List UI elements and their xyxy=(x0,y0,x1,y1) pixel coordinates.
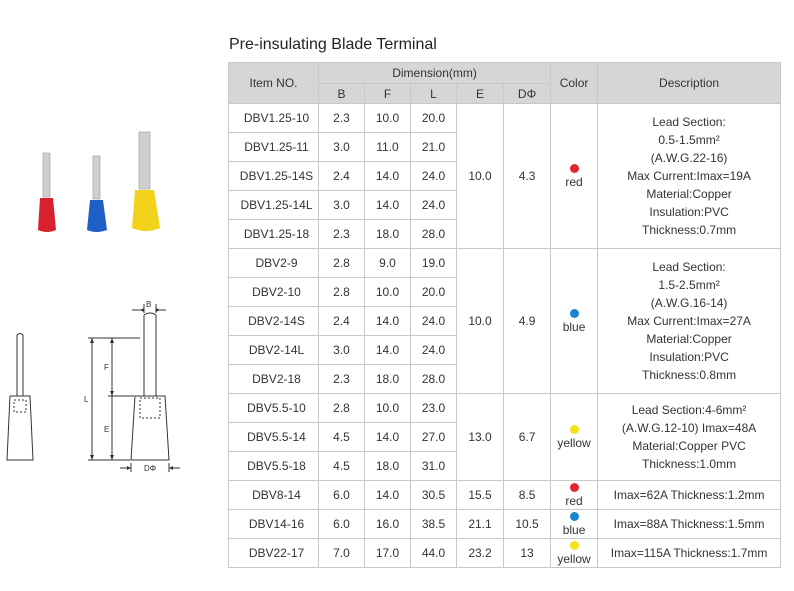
item-cell: DBV2-14L xyxy=(229,336,319,365)
color-cell xyxy=(551,394,598,481)
description-line: Lead Section:4-6mm² xyxy=(631,403,747,417)
item-cell: DBV1.25-18 xyxy=(229,220,319,249)
spec-table xyxy=(228,62,781,568)
item-cell: DBV2-10 xyxy=(229,278,319,307)
dim-l-cell: 24.0 xyxy=(411,162,457,191)
header-description: Description xyxy=(598,63,781,104)
dim-b-cell: 2.8 xyxy=(319,394,365,423)
color-cell xyxy=(551,104,598,249)
dim-b-cell: 4.5 xyxy=(319,423,365,452)
dim-d-cell: 4.3 xyxy=(504,104,551,249)
dim-f-cell: 18.0 xyxy=(365,220,411,249)
description-cell xyxy=(598,249,781,394)
color-dot-icon xyxy=(570,512,579,521)
header-col-d: DΦ xyxy=(504,84,551,104)
description-cell xyxy=(598,394,781,481)
dim-f-cell: 14.0 xyxy=(365,191,411,220)
dim-d-cell: 6.7 xyxy=(504,394,551,481)
dim-f-cell: 16.0 xyxy=(365,510,411,539)
header-col-b: B xyxy=(319,84,365,104)
dim-d-cell: 8.5 xyxy=(504,481,551,510)
item-cell: DBV14-16 xyxy=(229,510,319,539)
header-col-e: E xyxy=(457,84,504,104)
color-cell xyxy=(551,539,598,568)
dim-f-cell: 17.0 xyxy=(365,539,411,568)
description-line: 1.5-2.5mm² xyxy=(658,278,720,292)
description-cell xyxy=(598,104,781,249)
item-cell: DBV8-14 xyxy=(229,481,319,510)
blue-terminal-blade xyxy=(93,156,100,199)
page-title: Pre-insulating Blade Terminal xyxy=(229,36,437,53)
dim-e-cell: 10.0 xyxy=(457,249,504,394)
description-line: Imax=115A Thickness:1.7mm xyxy=(610,546,768,560)
item-cell: DBV5.5-14 xyxy=(229,423,319,452)
dim-b-cell: 4.5 xyxy=(319,452,365,481)
dim-f-cell: 10.0 xyxy=(365,104,411,133)
dim-b-cell: 2.8 xyxy=(319,249,365,278)
table-row xyxy=(229,481,781,510)
header-item-no: Item NO. xyxy=(229,63,319,104)
dim-f-cell: 11.0 xyxy=(365,133,411,162)
dim-f-cell: 9.0 xyxy=(365,249,411,278)
description-line: Material:Copper xyxy=(646,187,732,201)
item-cell: DBV1.25-11 xyxy=(229,133,319,162)
description-line: (A.W.G.16-14) xyxy=(650,296,728,310)
description-cell xyxy=(598,539,781,568)
dim-l-cell: 28.0 xyxy=(411,220,457,249)
dim-l-cell: 28.0 xyxy=(411,365,457,394)
dim-b-cell: 3.0 xyxy=(319,133,365,162)
dim-l-cell: 24.0 xyxy=(411,307,457,336)
dim-f-cell: 14.0 xyxy=(365,162,411,191)
dim-b-cell: 6.0 xyxy=(319,481,365,510)
dim-l-cell: 21.0 xyxy=(411,133,457,162)
dim-l-cell: 27.0 xyxy=(411,423,457,452)
item-cell: DBV1.25-14L xyxy=(229,191,319,220)
color-dot-icon xyxy=(570,425,579,434)
dim-f-cell: 18.0 xyxy=(365,452,411,481)
dim-f-cell: 10.0 xyxy=(365,278,411,307)
color-cell xyxy=(551,249,598,394)
description-line: Material:Copper xyxy=(646,332,732,346)
dim-label-b: B xyxy=(146,300,152,309)
dim-label-f: F xyxy=(104,363,109,372)
dim-e-cell: 23.2 xyxy=(457,539,504,568)
dim-l-cell: 44.0 xyxy=(411,539,457,568)
item-cell: DBV22-17 xyxy=(229,539,319,568)
description-cell xyxy=(598,510,781,539)
dim-l-cell: 30.5 xyxy=(411,481,457,510)
dim-b-cell: 2.3 xyxy=(319,220,365,249)
color-name: blue xyxy=(562,319,586,334)
dim-e-cell: 13.0 xyxy=(457,394,504,481)
description-line: (A.W.G.22-16) xyxy=(650,151,728,165)
header-col-f: F xyxy=(365,84,411,104)
description-line: Lead Section: xyxy=(652,115,726,129)
dim-f-cell: 14.0 xyxy=(365,336,411,365)
dim-l-cell: 24.0 xyxy=(411,191,457,220)
dim-d-cell: 4.9 xyxy=(504,249,551,394)
red-terminal-sleeve xyxy=(38,198,56,232)
dim-f-cell: 14.0 xyxy=(365,307,411,336)
description-line: Material:Copper PVC xyxy=(632,439,746,453)
item-cell: DBV2-18 xyxy=(229,365,319,394)
header-color: Color xyxy=(551,63,598,104)
item-cell: DBV1.25-14S xyxy=(229,162,319,191)
dim-f-cell: 18.0 xyxy=(365,365,411,394)
description-line: 0.5-1.5mm² xyxy=(658,133,720,147)
dim-e-cell: 21.1 xyxy=(457,510,504,539)
table-row xyxy=(229,510,781,539)
description-line: Insulation:PVC xyxy=(649,205,729,219)
dim-e-cell: 10.0 xyxy=(457,104,504,249)
color-name: yellow xyxy=(557,551,591,566)
table-row xyxy=(229,394,781,423)
item-cell: DBV5.5-18 xyxy=(229,452,319,481)
description-line: Thickness:0.7mm xyxy=(642,223,737,237)
dim-f-cell: 10.0 xyxy=(365,394,411,423)
table-row xyxy=(229,104,781,133)
description-line: Insulation:PVC xyxy=(649,350,729,364)
dim-label-l: L xyxy=(84,395,89,404)
color-dot-icon xyxy=(570,309,579,318)
dim-b-cell: 2.4 xyxy=(319,307,365,336)
dim-b-cell: 2.3 xyxy=(319,104,365,133)
description-line: Max Current:Imax=27A xyxy=(627,314,751,328)
description-line: Thickness:0.8mm xyxy=(642,368,737,382)
dim-b-cell: 2.8 xyxy=(319,278,365,307)
color-cell xyxy=(551,481,598,510)
dim-b-cell: 2.3 xyxy=(319,365,365,394)
dim-l-cell: 24.0 xyxy=(411,336,457,365)
item-cell: DBV1.25-10 xyxy=(229,104,319,133)
yellow-terminal-blade xyxy=(139,132,150,189)
dim-l-cell: 31.0 xyxy=(411,452,457,481)
dim-l-cell: 20.0 xyxy=(411,278,457,307)
dim-b-cell: 3.0 xyxy=(319,191,365,220)
red-terminal-blade xyxy=(43,153,50,197)
item-cell: DBV2-9 xyxy=(229,249,319,278)
dim-f-cell: 14.0 xyxy=(365,423,411,452)
dim-b-cell: 3.0 xyxy=(319,336,365,365)
header-col-l: L xyxy=(411,84,457,104)
yellow-terminal-sleeve xyxy=(132,190,160,231)
dim-d-cell: 10.5 xyxy=(504,510,551,539)
color-dot-icon xyxy=(570,541,579,550)
description-line: (A.W.G.12-10) Imax=48A xyxy=(621,421,757,435)
dim-f-cell: 14.0 xyxy=(365,481,411,510)
dim-l-cell: 20.0 xyxy=(411,104,457,133)
dim-b-cell: 2.4 xyxy=(319,162,365,191)
color-name: red xyxy=(565,493,583,508)
dim-l-cell: 38.5 xyxy=(411,510,457,539)
description-line: Thickness:1.0mm xyxy=(642,457,737,471)
color-name: red xyxy=(565,174,583,189)
dim-label-d: DΦ xyxy=(144,464,157,473)
dim-b-cell: 7.0 xyxy=(319,539,365,568)
table-row xyxy=(229,539,781,568)
color-dot-icon xyxy=(570,483,579,492)
blue-terminal-sleeve xyxy=(87,200,107,232)
item-cell: DBV2-14S xyxy=(229,307,319,336)
color-cell xyxy=(551,510,598,539)
description-line: Imax=62A Thickness:1.2mm xyxy=(613,488,765,502)
dim-label-e: E xyxy=(104,425,110,434)
dim-l-cell: 19.0 xyxy=(411,249,457,278)
header-dimension: Dimension(mm) xyxy=(319,63,551,84)
color-name: yellow xyxy=(557,435,591,450)
item-cell: DBV5.5-10 xyxy=(229,394,319,423)
color-name: blue xyxy=(562,522,586,537)
spec-table-body xyxy=(229,104,781,568)
dim-d-cell: 13 xyxy=(504,539,551,568)
dim-l-cell: 23.0 xyxy=(411,394,457,423)
table-row xyxy=(229,249,781,278)
dim-e-cell: 15.5 xyxy=(457,481,504,510)
description-line: Lead Section: xyxy=(652,260,726,274)
dimension-drawing xyxy=(0,300,210,480)
color-dot-icon xyxy=(570,164,579,173)
description-line: Max Current:Imax=19A xyxy=(627,169,751,183)
dim-b-cell: 6.0 xyxy=(319,510,365,539)
terminal-photo xyxy=(0,120,210,240)
description-cell xyxy=(598,481,781,510)
description-line: Imax=88A Thickness:1.5mm xyxy=(613,517,765,531)
